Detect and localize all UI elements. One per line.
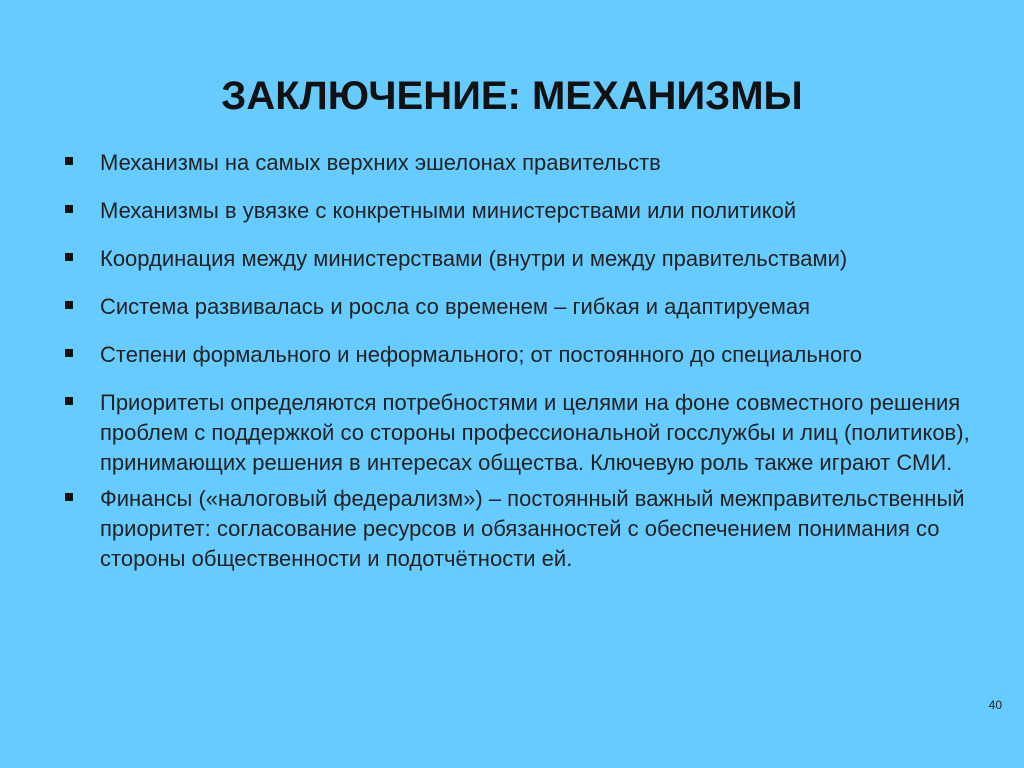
- bullet-text: Степени формального и неформального; от постоянного до специального: [100, 342, 862, 367]
- bullet-item: [60, 148, 1000, 178]
- bullet-list: [60, 148, 1000, 592]
- slide-title: ЗАКЛЮЧЕНИЕ: МЕХАНИЗМЫ: [221, 74, 803, 118]
- square-bullet-icon: [65, 157, 73, 165]
- square-bullet-icon: [65, 397, 73, 405]
- square-bullet-icon: [65, 205, 73, 213]
- bullet-item: [60, 196, 1000, 226]
- square-bullet-icon: [65, 493, 73, 501]
- bullet-text: Финансы («налоговый федерализм») – постоянный важный межправительственный приоритет: согласование ресурсов и обязанностей с обеспечением понимания со стороны общественности и подотчётности ей.: [100, 486, 965, 571]
- square-bullet-icon: [65, 253, 73, 261]
- bullet-item: [60, 340, 1000, 370]
- bullet-text: Механизмы в увязке с конкретными министерствами или политикой: [100, 198, 797, 223]
- bullet-text: Координация между министерствами (внутри и между правительствами): [100, 246, 848, 271]
- bullet-item: [60, 292, 1000, 322]
- bullet-item: [60, 244, 1000, 274]
- bullet-text: Приоритеты определяются потребностями и целями на фоне совместного решения проблем с поддержкой со стороны профессиональной госслужбы и лиц (политиков), принимающих решения в интересах общества. Ключевую роль также играют СМИ.: [100, 390, 970, 475]
- bullet-item: [60, 484, 1000, 574]
- bullet-text: Механизмы на самых верхних эшелонах правительств: [100, 150, 661, 175]
- page-number: 40: [988, 698, 1002, 712]
- bullet-text: Система развивалась и росла со временем – гибкая и адаптируемая: [100, 294, 810, 319]
- square-bullet-icon: [65, 301, 73, 309]
- square-bullet-icon: [65, 349, 73, 357]
- bullet-item: [60, 388, 1000, 478]
